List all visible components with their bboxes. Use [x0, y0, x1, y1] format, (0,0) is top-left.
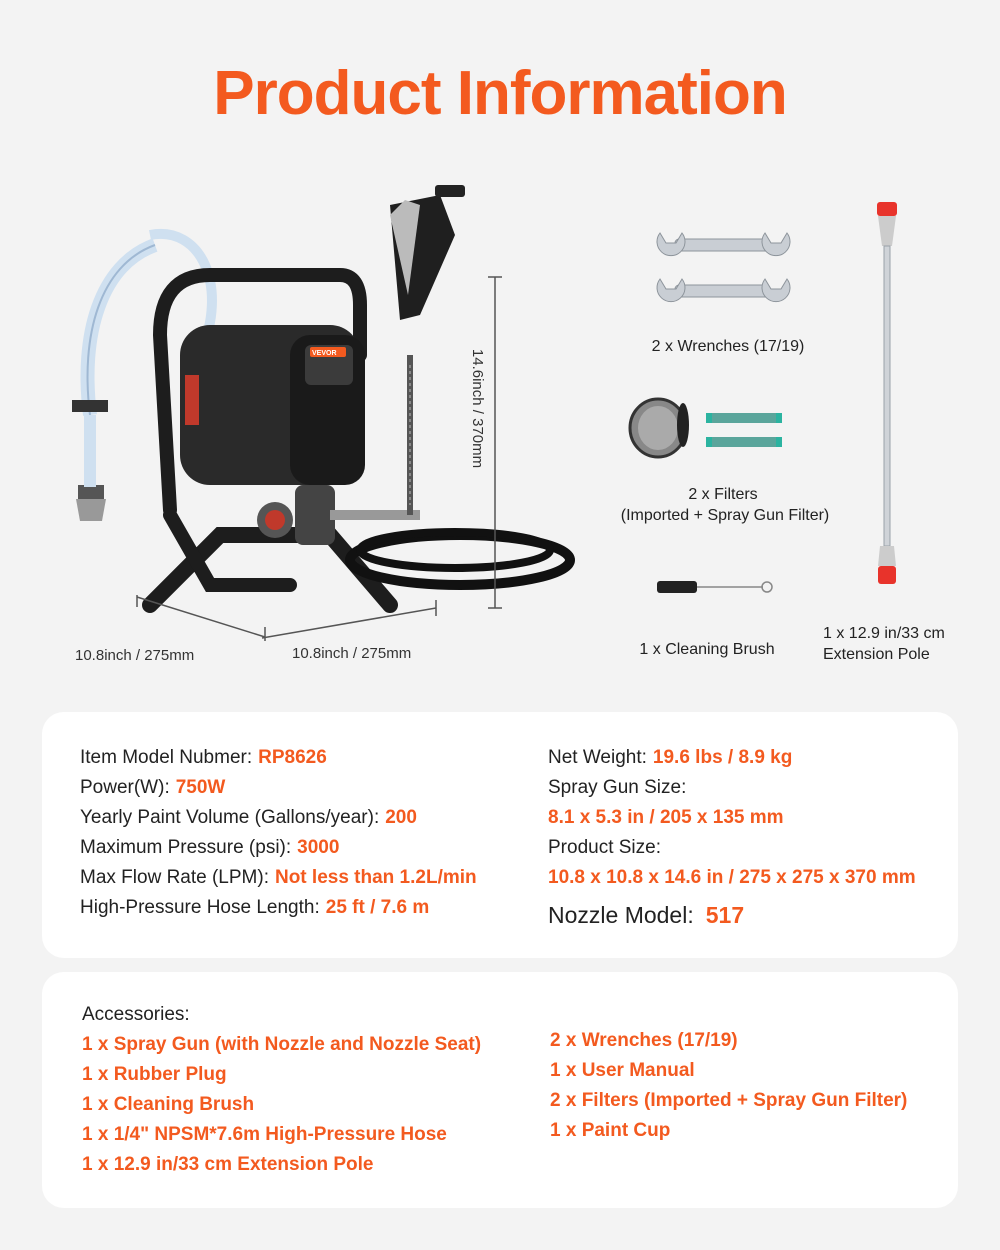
spec-model: Item Model Nubmer: RP8626 [80, 747, 327, 768]
spec-hose-length: High-Pressure Hose Length: 25 ft / 7.6 m [80, 897, 430, 918]
spec-nozzle-model: Nozzle Model: 517 [548, 902, 745, 928]
spec-max-pressure: Maximum Pressure (psi): 3000 [80, 837, 340, 858]
spec-yearly-volume: Yearly Paint Volume (Gallons/year): 200 [80, 807, 417, 828]
accessory-item: 1 x User Manual [550, 1060, 695, 1081]
spec-power: Power(W): 750W [80, 777, 226, 798]
accessories-card [42, 972, 958, 1208]
wrenches-label: 2 x Wrenches (17/19) [651, 338, 805, 355]
cleaning-brush-image [655, 575, 775, 600]
spec-gun-size-value: 8.1 x 5.3 in / 205 x 135 mm [548, 807, 784, 828]
filters-image [628, 395, 788, 465]
accessories-heading: Accessories: [82, 1004, 190, 1025]
accessory-item: 1 x Spray Gun (with Nozzle and Nozzle Seat) [82, 1034, 482, 1055]
accessory-item: 2 x Wrenches (17/19) [550, 1030, 738, 1051]
depth-dimension-line [135, 595, 270, 645]
width-dimension-line [260, 600, 440, 645]
width-dimension-label: 10.8inch / 275mm [292, 645, 412, 662]
accessory-item: 1 x 1/4" NPSM*7.6m High-Pressure Hose [82, 1124, 447, 1145]
accessory-item: 2 x Filters (Imported + Spray Gun Filter) [550, 1090, 908, 1111]
cleaning-brush-label: 1 x Cleaning Brush [639, 641, 775, 658]
filters-label-line1: 2 x Filters [688, 486, 758, 503]
extension-pole-label-line2: Extension Pole [823, 646, 930, 663]
wrenches-image [655, 225, 790, 315]
spec-max-flow: Max Flow Rate (LPM): Not less than 1.2L/min [80, 867, 477, 888]
accessory-item: 1 x 12.9 in/33 cm Extension Pole [82, 1154, 374, 1175]
spec-net-weight: Net Weight: 19.6 lbs / 8.9 kg [548, 747, 793, 768]
extension-pole-image [870, 200, 905, 590]
accessory-item: 1 x Cleaning Brush [82, 1094, 255, 1115]
accessory-item: 1 x Rubber Plug [82, 1064, 227, 1085]
height-dimension-line [488, 275, 508, 610]
brand-logo: VEVOR [312, 350, 337, 357]
spec-product-size-key: Product Size: [548, 837, 661, 858]
height-dimension-label: 14.6inch / 370mm [469, 348, 487, 469]
accessory-item: 1 x Paint Cup [550, 1120, 671, 1141]
filters-label-line2: (Imported + Spray Gun Filter) [620, 507, 830, 524]
extension-pole-label-line1: 1 x 12.9 in/33 cm [823, 625, 945, 642]
depth-dimension-label: 10.8inch / 275mm [75, 647, 195, 664]
specifications-card [42, 712, 958, 958]
spec-product-size-value: 10.8 x 10.8 x 14.6 in / 275 x 275 x 370 mm [548, 867, 916, 888]
page-title: Product Information [213, 59, 787, 128]
paint-sprayer-image [60, 175, 600, 625]
spec-gun-size-key: Spray Gun Size: [548, 777, 687, 798]
